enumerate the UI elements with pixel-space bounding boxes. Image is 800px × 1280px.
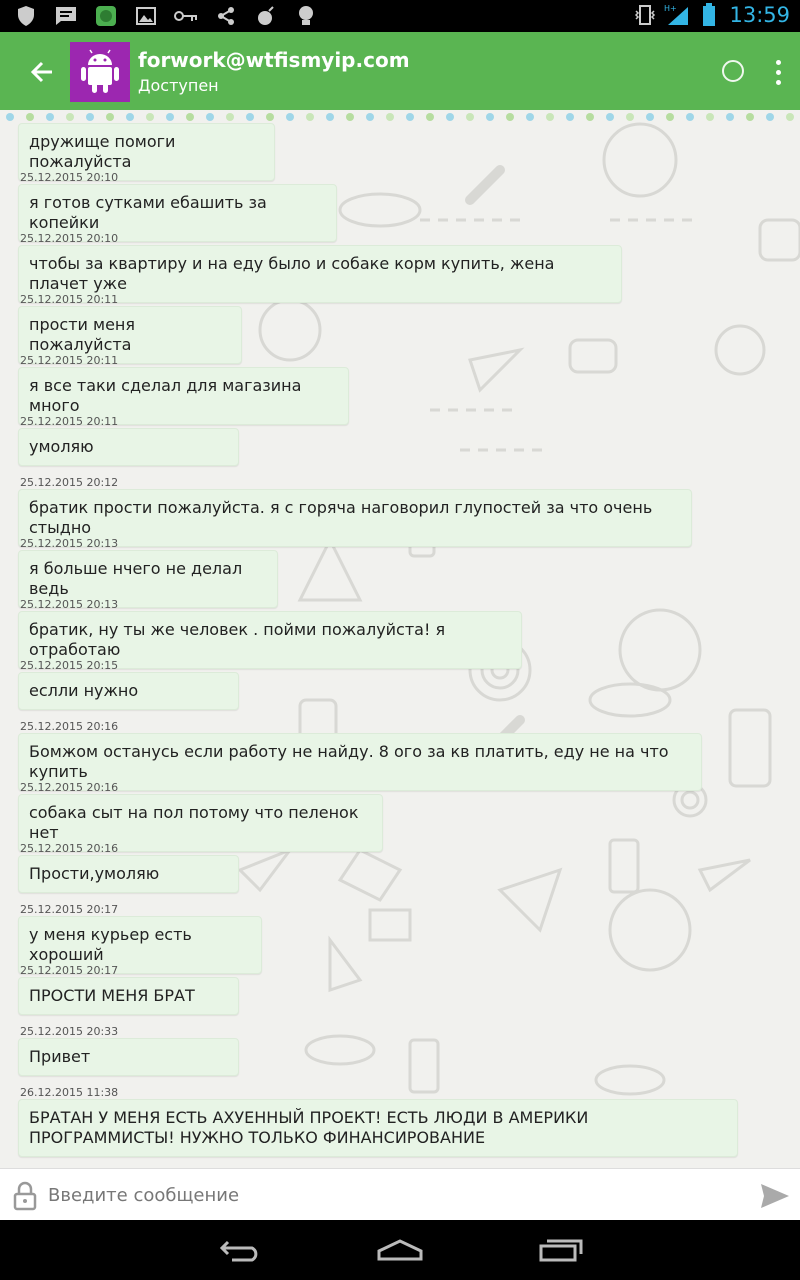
message-composer: [0, 1168, 800, 1220]
android-icon: [80, 49, 120, 95]
progress-dot: [106, 113, 114, 121]
overflow-menu-button[interactable]: [768, 54, 788, 90]
progress-dot: [706, 113, 714, 121]
encryption-status-icon[interactable]: [722, 60, 744, 82]
image-icon: [134, 4, 158, 28]
message-timestamp: 25.12.2015 20:17: [20, 964, 119, 977]
back-arrow-icon: [30, 61, 54, 83]
progress-dot: [666, 113, 674, 121]
message-bubble[interactable]: прости меня пожалуйста: [18, 306, 242, 364]
message-bubble[interactable]: я больше нчего не делал ведь: [18, 550, 278, 608]
status-bar: [0, 0, 800, 32]
progress-dot: [486, 113, 494, 121]
message-item[interactable]: [18, 855, 239, 893]
progress-dot: [506, 113, 514, 121]
message-bubble[interactable]: дружище помоги пожалуйста: [18, 123, 275, 181]
message-timestamp: 25.12.2015 20:11: [20, 354, 119, 367]
message-bubble[interactable]: еслли нужно: [18, 672, 239, 710]
message-bubble[interactable]: я все таки сделал для магазина много: [18, 367, 349, 425]
recents-icon: [537, 1238, 583, 1262]
progress-dot: [526, 113, 534, 121]
message-timestamp: 25.12.2015 20:15: [20, 659, 119, 672]
contact-name[interactable]: forwork@wtfismyip.com: [138, 48, 410, 72]
message-timestamp: 25.12.2015 20:16: [20, 842, 119, 855]
message-bubble[interactable]: умоляю: [18, 428, 239, 466]
share-icon: [214, 4, 238, 28]
navigation-bar: [0, 1220, 800, 1280]
message-bubble[interactable]: Привет: [18, 1038, 239, 1076]
message-timestamp: 25.12.2015 20:17: [20, 903, 119, 916]
message-timestamp: 25.12.2015 20:13: [20, 598, 119, 611]
progress-dot: [66, 113, 74, 121]
lock-icon[interactable]: [12, 1181, 38, 1211]
message-timestamp: 25.12.2015 20:13: [20, 537, 119, 550]
message-item[interactable]: [18, 733, 702, 791]
loading-dots-divider: [0, 112, 800, 122]
progress-dot: [286, 113, 294, 121]
progress-dot: [226, 113, 234, 121]
progress-dot: [86, 113, 94, 121]
nav-back-button[interactable]: [210, 1234, 270, 1266]
progress-dot: [746, 113, 754, 121]
progress-dot: [726, 113, 734, 121]
message-bubble[interactable]: братик прости пожалуйста. я с горяча наговорил глупостей за что очень стыдно: [18, 489, 692, 547]
contact-status: Доступен: [138, 76, 219, 95]
clock: 13:59: [729, 3, 790, 27]
message-timestamp: 25.12.2015 20:10: [20, 171, 119, 184]
progress-dot: [386, 113, 394, 121]
chat-area[interactable]: [0, 110, 800, 1168]
message-timestamp: 26.12.2015 11:38: [20, 1086, 119, 1099]
progress-dot: [426, 113, 434, 121]
progress-dot: [186, 113, 194, 121]
lightbulb-icon: [294, 4, 318, 28]
progress-dot: [266, 113, 274, 121]
message-item[interactable]: [18, 977, 239, 1015]
message-bubble[interactable]: ПРОСТИ МЕНЯ БРАТ: [18, 977, 239, 1015]
message-timestamp: 25.12.2015 20:11: [20, 293, 119, 306]
message-bubble[interactable]: собака сыт на пол потому что пеленок нет: [18, 794, 383, 852]
message-timestamp: 25.12.2015 20:10: [20, 232, 119, 245]
message-bubble[interactable]: я готов сутками ебашить за копейки: [18, 184, 337, 242]
progress-dot: [146, 113, 154, 121]
nav-recents-button[interactable]: [530, 1234, 590, 1266]
progress-dot: [546, 113, 554, 121]
battery-icon: [697, 3, 721, 27]
dot: [776, 60, 781, 65]
chat-header: [0, 32, 800, 110]
progress-dot: [326, 113, 334, 121]
shield-icon: [14, 4, 38, 28]
back-icon: [218, 1238, 262, 1262]
message-bubble[interactable]: чтобы за квартиру и на еду было и собаке корм купить, жена плачет уже: [18, 245, 622, 303]
message-item[interactable]: [18, 1038, 239, 1076]
progress-dot: [786, 113, 794, 121]
message-bubble[interactable]: у меня курьер есть хороший: [18, 916, 262, 974]
message-timestamp: 25.12.2015 20:16: [20, 720, 119, 733]
progress-dot: [626, 113, 634, 121]
dot: [776, 70, 781, 75]
progress-dot: [606, 113, 614, 121]
chat-notification-icon: [54, 4, 78, 28]
message-bubble[interactable]: Прости,умоляю: [18, 855, 239, 893]
key-icon: [174, 4, 198, 28]
progress-dot: [686, 113, 694, 121]
message-timestamp: 25.12.2015 20:11: [20, 415, 119, 428]
progress-dot: [26, 113, 34, 121]
signal-icon: [665, 3, 689, 27]
progress-dot: [246, 113, 254, 121]
message-bubble[interactable]: БРАТАН У МЕНЯ ЕСТЬ АХУЕННЫЙ ПРОЕКТ! ЕСТЬ ЛЮДИ В АМЕРИКИ ПРОГРАММИСТЫ! НУЖНО ТОЛЬКО ФИНАНСИРОВАНИЕ: [18, 1099, 738, 1157]
vibrate-icon: [633, 3, 657, 27]
progress-dot: [446, 113, 454, 121]
progress-dot: [646, 113, 654, 121]
message-bubble[interactable]: Бомжом останусь если работу не найду. 8 ого за кв платить, еду не на что купить: [18, 733, 702, 791]
message-item[interactable]: [18, 428, 239, 466]
progress-dot: [366, 113, 374, 121]
progress-dot: [466, 113, 474, 121]
home-icon: [376, 1238, 424, 1262]
message-timestamp: 25.12.2015 20:16: [20, 781, 119, 794]
android-app-icon: [94, 4, 118, 28]
progress-dot: [126, 113, 134, 121]
avatar[interactable]: [70, 42, 130, 102]
svg-text:H+: H+: [664, 4, 678, 13]
progress-dot: [346, 113, 354, 121]
dot: [776, 80, 781, 85]
message-timestamp: 25.12.2015 20:12: [20, 476, 119, 489]
progress-dot: [206, 113, 214, 121]
bomb-icon: [254, 4, 278, 28]
progress-dot: [586, 113, 594, 121]
message-timestamp: 25.12.2015 20:33: [20, 1025, 119, 1038]
progress-dot: [766, 113, 774, 121]
progress-dot: [46, 113, 54, 121]
message-item[interactable]: [18, 1099, 738, 1157]
progress-dot: [6, 113, 14, 121]
message-input[interactable]: [48, 1179, 728, 1211]
message-bubble[interactable]: братик, ну ты же человек . пойми пожалуйста! я отработаю: [18, 611, 522, 669]
message-item[interactable]: [18, 489, 692, 547]
progress-dot: [306, 113, 314, 121]
send-icon[interactable]: [760, 1183, 790, 1209]
progress-dot: [406, 113, 414, 121]
nav-home-button[interactable]: [370, 1234, 430, 1266]
progress-dot: [166, 113, 174, 121]
progress-dot: [566, 113, 574, 121]
message-item[interactable]: [18, 672, 239, 710]
back-button[interactable]: [22, 52, 62, 92]
